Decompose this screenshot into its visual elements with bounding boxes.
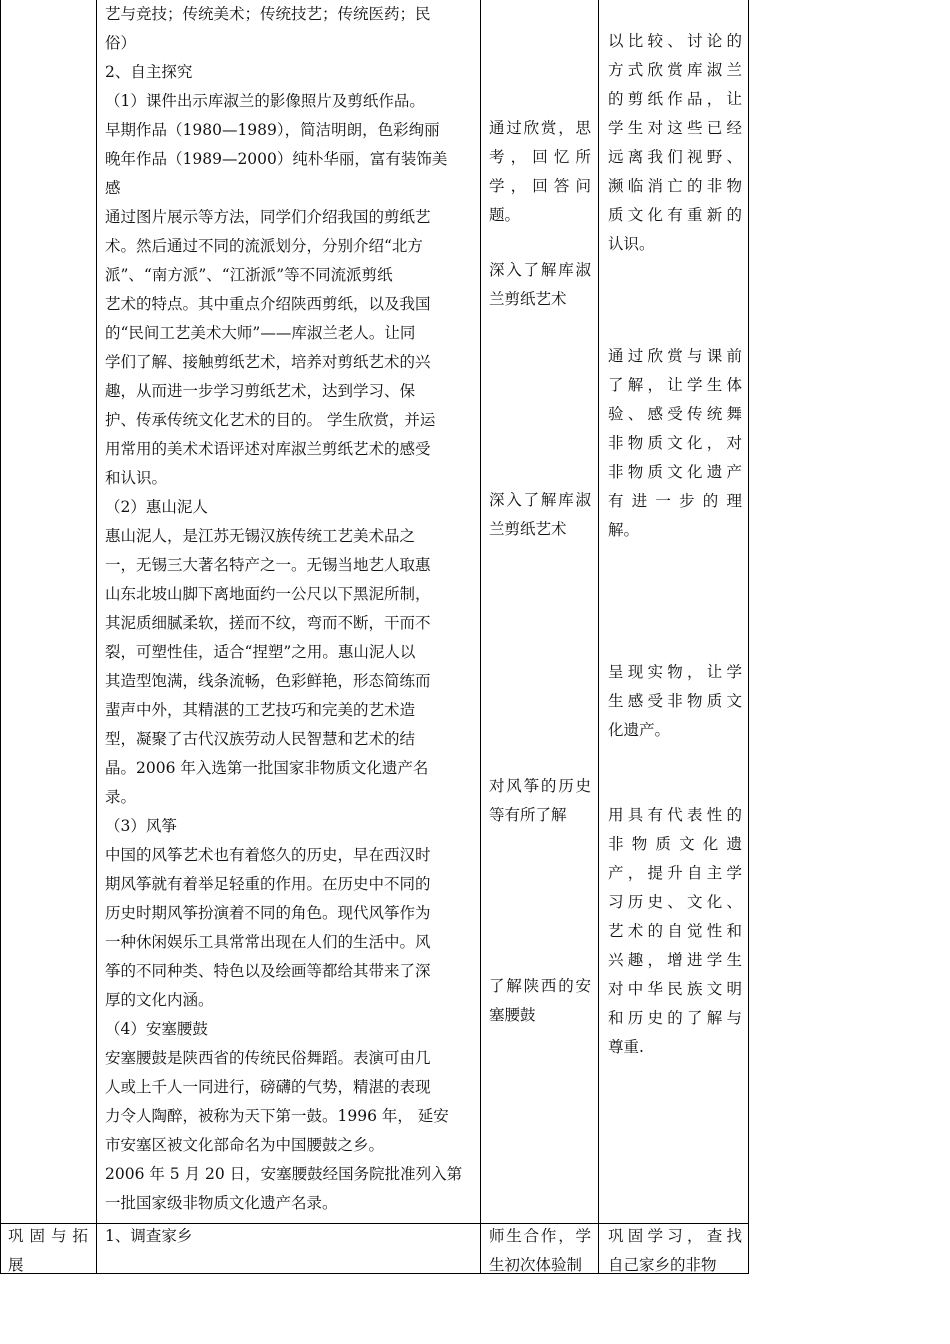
row2-content-text: 1、调查家乡 (105, 1227, 193, 1245)
design-intent-line: 验、感受传统舞 (608, 405, 742, 423)
design-intent-line: 呈现实物，让学 (608, 663, 742, 681)
student-block-2 (489, 256, 591, 314)
content-line: 艺与竞技；传统美术；传统技艺；传统医药；民 (105, 5, 431, 23)
content-line: 用常用的美术术语评述对库淑兰剪纸艺术的感受 (105, 440, 431, 458)
content-line: （2）惠山泥人 (105, 498, 208, 516)
design-intent-line: 兴趣，增进学生 (608, 951, 742, 969)
student-activity-line: 兰剪纸艺术 (489, 290, 567, 308)
design-intent-line: 尊重. (608, 1038, 644, 1056)
design-intent-line: 的剪纸作品，让 (608, 90, 742, 108)
design-block-1 (608, 27, 742, 259)
student-activity-line: 通过欣赏，思 (489, 119, 591, 137)
design-block-2 (608, 342, 742, 545)
content-line: 其泥质细腻柔软，搓而不纹，弯而不断，干而不 (105, 614, 431, 632)
student-block-5 (489, 972, 591, 1030)
content-line: （4）安塞腰鼓 (105, 1020, 208, 1038)
row2-student-cell (489, 1222, 591, 1280)
design-intent-line: 艺术的自觉性和 (608, 922, 742, 940)
content-line: 市安塞区被文化部命名为中国腰鼓之乡。 (105, 1136, 385, 1154)
design-intent-line: 产，提升自主学 (608, 864, 742, 882)
design-intent-line: 非物质文化，对 (608, 434, 742, 452)
content-line: 艺术的特点。其中重点介绍陕西剪纸，以及我国 (105, 295, 431, 313)
content-line: 2、自主探究 (105, 63, 193, 81)
design-intent-line: 方式欣赏库淑兰 (608, 61, 742, 79)
student-activity-line: 考，回忆所 (489, 148, 591, 166)
content-line: 安塞腰鼓是陕西省的传统民俗舞蹈。表演可由几 (105, 1049, 431, 1067)
design-intent-line: 学生对这些已经 (608, 119, 742, 137)
content-line: 力令人陶醉，被称为天下第一鼓。1996 年， 延安 (105, 1107, 449, 1125)
content-line: 一种休闲娱乐工具常常出现在人们的生活中。风 (105, 933, 431, 951)
row2-content-cell (105, 1222, 471, 1251)
content-line: 趣，从而进一步学习剪纸艺术，达到学习、保 (105, 382, 416, 400)
design-intent-line: 濒临消亡的非物 (608, 177, 742, 195)
table-border-col3 (598, 0, 599, 1274)
content-line: 2006 年 5 月 20 日，安塞腰鼓经国务院批准列入第 (105, 1165, 463, 1183)
content-line: 中国的风筝艺术也有着悠久的历史，早在西汉时 (105, 846, 431, 864)
stage-label-line: 展 (8, 1256, 24, 1274)
row2-stage-cell (8, 1222, 88, 1280)
design-intent-line: 远离我们视野、 (608, 148, 742, 166)
content-line: 晶。2006 年入选第一批国家非物质文化遗产名 (105, 759, 429, 777)
content-column (105, 0, 471, 1218)
content-line: 俗） (105, 34, 137, 52)
design-intent-line: 非物质文化遗产 (608, 463, 742, 481)
design-intent-line: 和历史的了解与 (608, 1009, 742, 1027)
content-line: 晚年作品（1989—2000）纯朴华丽，富有装饰美 (105, 150, 448, 168)
student-activity-line: 兰剪纸艺术 (489, 520, 567, 538)
student-block-4 (489, 772, 591, 830)
design-intent-line: 解。 (608, 521, 640, 539)
content-line: 录。 (105, 788, 137, 806)
content-line: 筝的不同种类、特色以及绘画等都给其带来了深 (105, 962, 431, 980)
design-intent-line: 习历史、文化、 (608, 893, 742, 911)
table-border-right (748, 0, 749, 1274)
student-activity-line: 等有所了解 (489, 806, 567, 824)
content-line: 的“民间工艺美术大师”——库淑兰老人。让同 (105, 324, 416, 342)
design-block-4 (608, 801, 742, 1062)
content-line: 术。然后通过不同的流派划分，分别介绍“北方 (105, 237, 423, 255)
content-line: 人或上千人一同进行，磅礴的气势，精湛的表现 (105, 1078, 431, 1096)
design-intent-line: 生感受非物质文 (608, 692, 742, 710)
design-intent-line: 认识。 (608, 235, 655, 253)
content-line: （1）课件出示库淑兰的影像照片及剪纸作品。 (105, 92, 425, 110)
student-activity-line: 题。 (489, 206, 521, 224)
student-activity-line: 师生合作，学 (489, 1227, 591, 1245)
content-line: 型，凝聚了古代汉族劳动人民智慧和艺术的结 (105, 730, 416, 748)
row2-design-cell (608, 1222, 742, 1280)
content-line: 历史时期风筝扮演着不同的角色。现代风筝作为 (105, 904, 431, 922)
design-intent-line: 以比较、讨论的 (608, 32, 742, 50)
design-intent-line: 对中华民族文明 (608, 980, 742, 998)
student-activity-line: 深入了解库淑 (489, 491, 591, 509)
design-intent-line: 自己家乡的非物 (608, 1256, 717, 1274)
content-line: 和认识。 (105, 469, 168, 487)
content-line: 惠山泥人，是江苏无锡汉族传统工艺美术品之 (105, 527, 416, 545)
student-activity-line: 生初次体验制 (489, 1256, 583, 1274)
design-intent-line: 巩固学习，查找 (608, 1227, 742, 1245)
content-line: 早期作品（1980—1989），简洁明朗，色彩绚丽 (105, 121, 440, 139)
content-line: 感 (105, 179, 121, 197)
student-activity-line: 塞腰鼓 (489, 1006, 536, 1024)
content-line: （3）风筝 (105, 817, 177, 835)
student-activity-line: 对风筝的历史 (489, 777, 591, 795)
content-line: 一，无锡三大著名特产之一。无锡当地艺人取惠 (105, 556, 431, 574)
design-block-3 (608, 658, 742, 745)
content-line: 蜚声中外，其精湛的工艺技巧和完美的艺术造 (105, 701, 416, 719)
content-line: 通过图片展示等方法，同学们介绍我国的剪纸艺 (105, 208, 431, 226)
design-intent-line: 化遗产。 (608, 721, 671, 739)
design-intent-line: 有进一步的理 (608, 492, 742, 510)
student-activity-line: 学，回答问 (489, 177, 591, 195)
student-block-1 (489, 114, 591, 230)
design-intent-line: 了解，让学生体 (608, 376, 742, 394)
content-line: 一批国家级非物质文化遗产名录。 (105, 1194, 338, 1212)
table-border-left (0, 0, 1, 1274)
design-intent-line: 通过欣赏与课前 (608, 347, 742, 365)
content-line: 山东北坡山脚下离地面约一公尺以下黑泥所制， (105, 585, 431, 603)
table-border-col1 (96, 0, 97, 1274)
student-block-3 (489, 486, 591, 544)
content-line: 厚的文化内涵。 (105, 991, 214, 1009)
design-intent-line: 质文化有重新的 (608, 206, 742, 224)
design-intent-line: 非物质文化遗 (608, 835, 742, 853)
design-intent-line: 用具有代表性的 (608, 806, 742, 824)
content-line: 护、传承传统文化艺术的目的。 学生欣赏，并运 (105, 411, 436, 429)
table-border-col2 (480, 0, 481, 1274)
content-line: 学们了解、接触剪纸艺术，培养对剪纸艺术的兴 (105, 353, 431, 371)
student-activity-line: 了解陕西的安 (489, 977, 591, 995)
stage-label-line: 巩固与拓 (8, 1227, 88, 1245)
content-line: 期风筝就有着举足轻重的作用。在历史中不同的 (105, 875, 431, 893)
content-line: 其造型饱满，线条流畅，色彩鲜艳，形态简练而 (105, 672, 431, 690)
content-line: 派”、“南方派”、“江浙派”等不同流派剪纸 (105, 266, 393, 284)
content-line: 裂，可塑性佳，适合“捏塑”之用。惠山泥人以 (105, 643, 416, 661)
student-activity-line: 深入了解库淑 (489, 261, 591, 279)
